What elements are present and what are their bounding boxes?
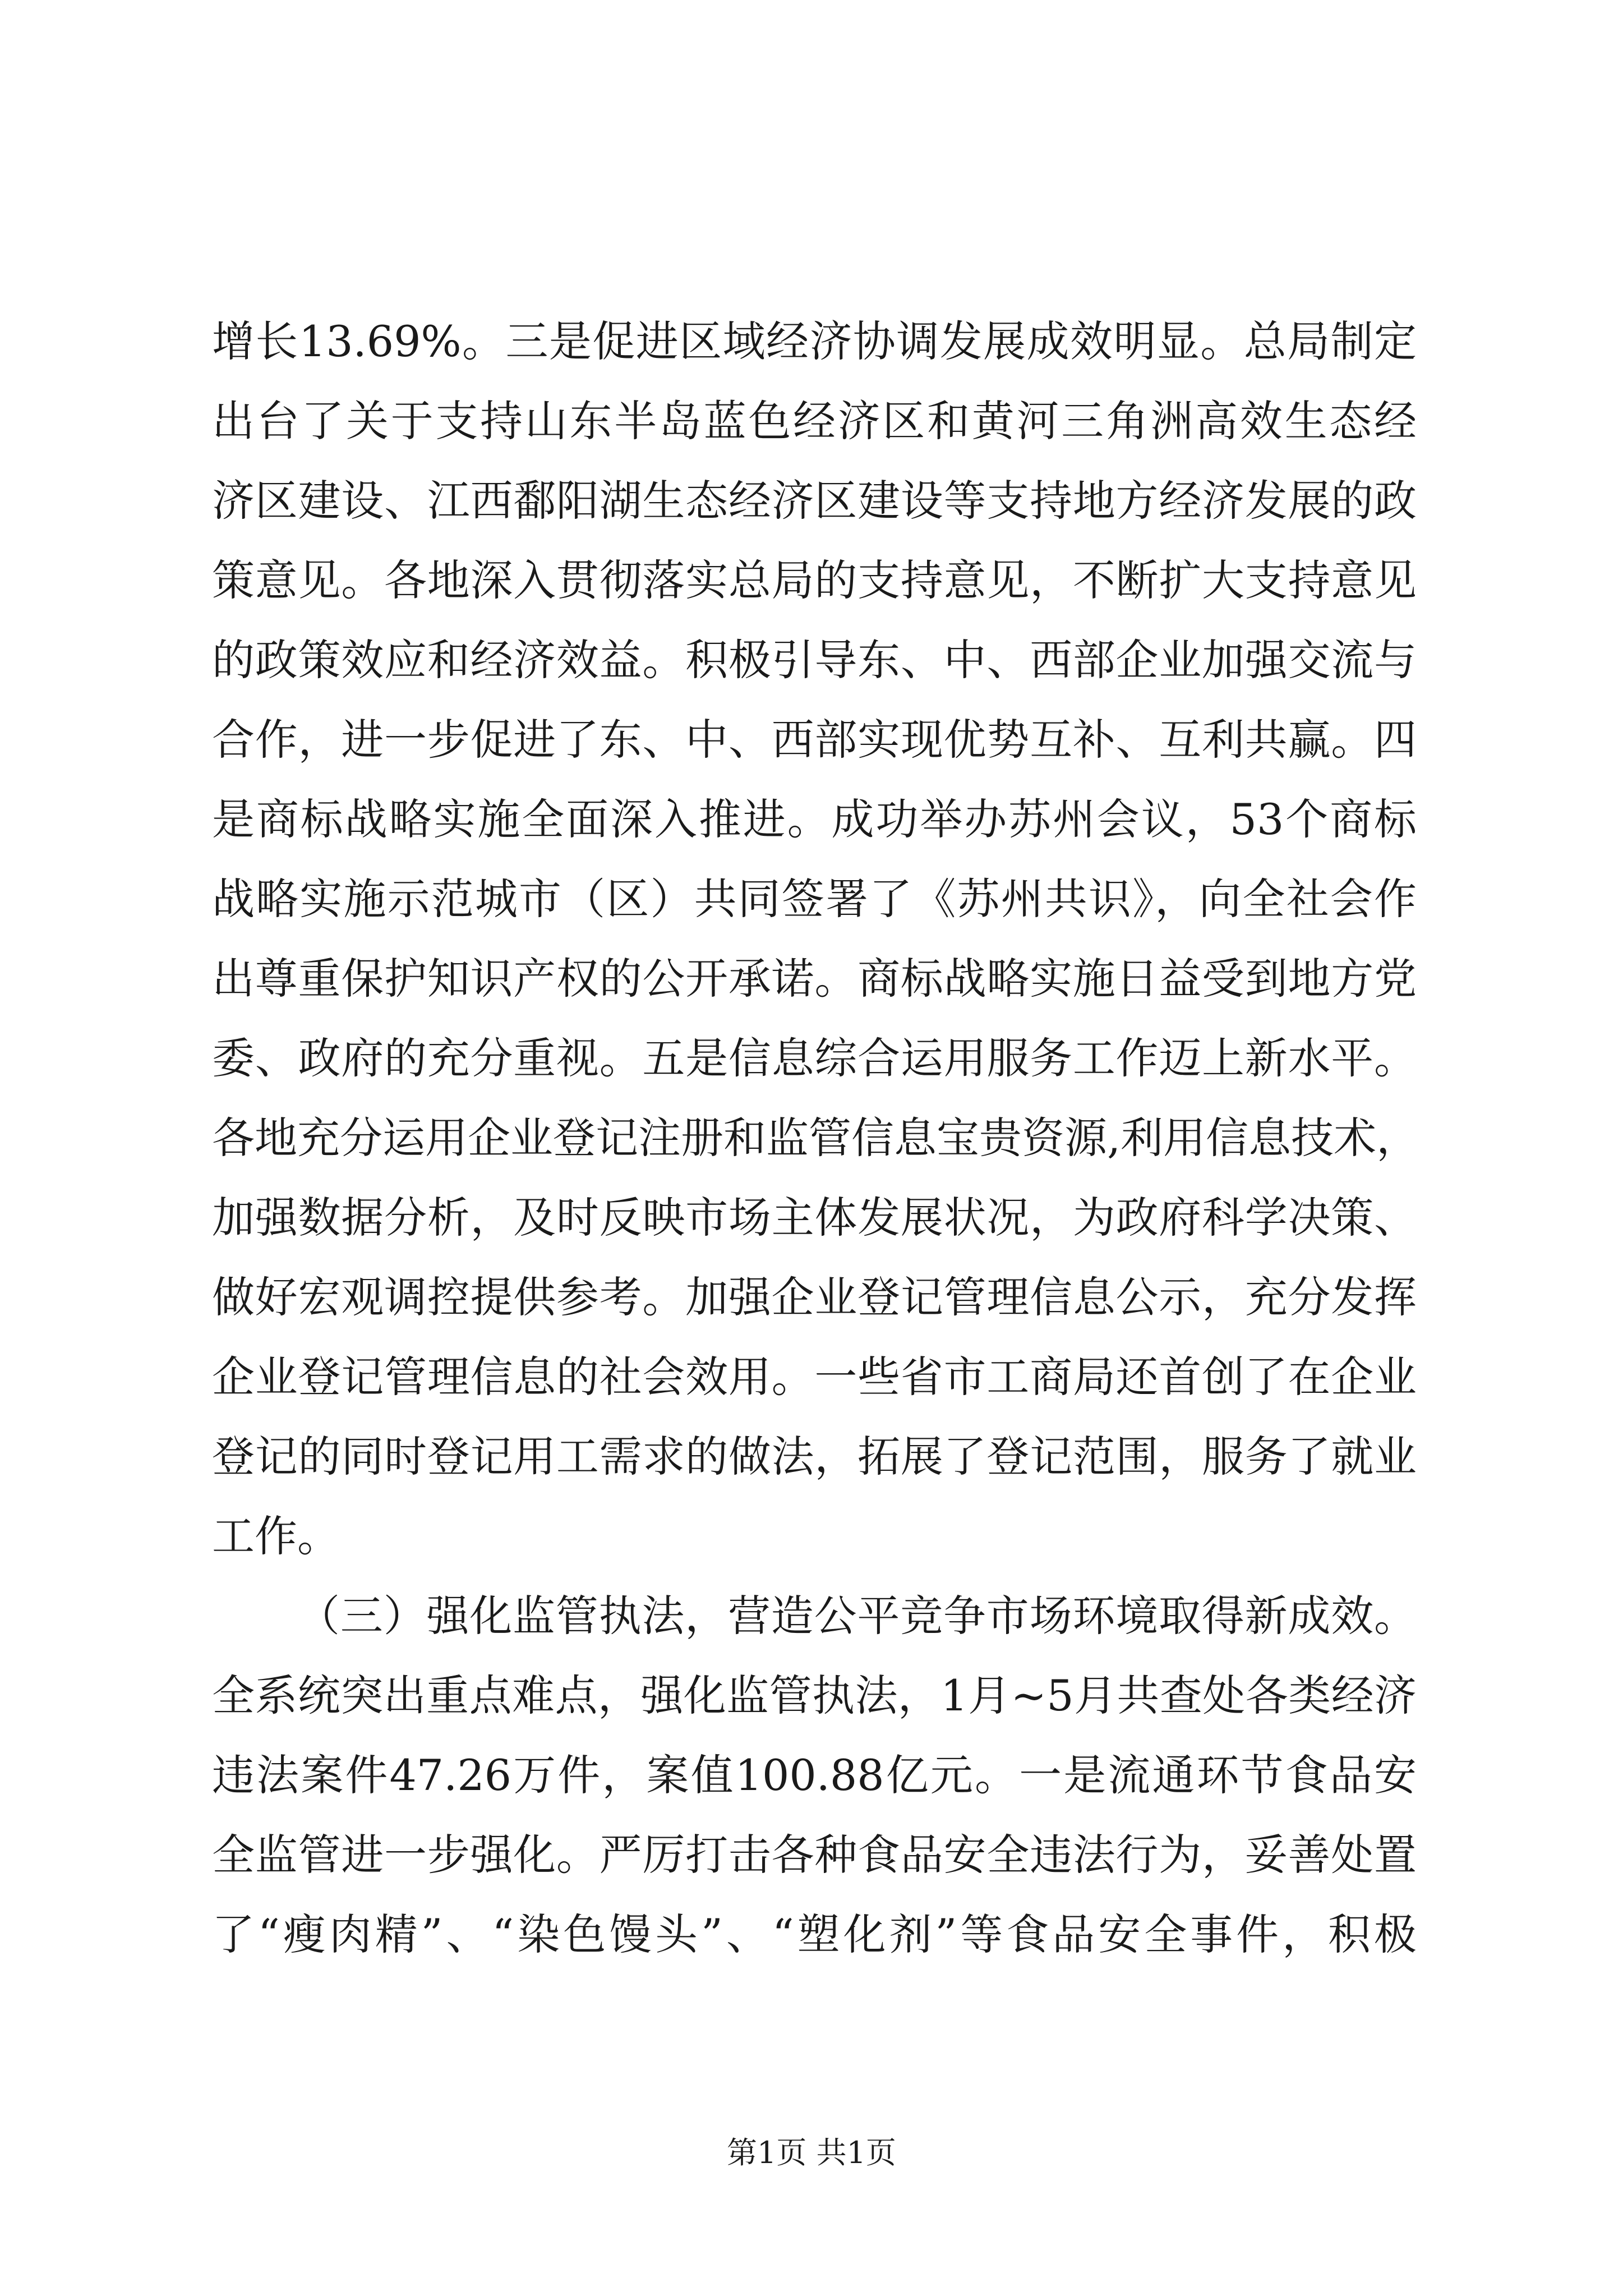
section-heading-line: （三）强化监管执法，营造公平竞争市场环境取得新成效。: [297, 1591, 1417, 1641]
text-line: 增长13.69%。三是促进区域经济协调发展成效明显。总局制定: [212, 316, 1417, 366]
text-line: 合作，进一步促进了东、中、西部实现优势互补、互利共赢。四: [212, 715, 1417, 765]
text-line: 加强数据分析，及时反映市场主体发展状况，为政府科学决策、: [212, 1193, 1417, 1243]
text-line: 全监管进一步强化。严厉打击各种食品安全违法行为，妥善处置: [212, 1830, 1417, 1880]
body-text: [212, 302, 1417, 1975]
text-line: 企业登记管理信息的社会效用。一些省市工商局还首创了在企业: [212, 1352, 1417, 1402]
text-line: 工作。: [212, 1511, 340, 1561]
page-footer: 第1页 共1页: [727, 2135, 896, 2170]
text-line: 是商标战略实施全面深入推进。成功举办苏州会议，53个商标: [212, 794, 1417, 844]
text-line: 全系统突出重点难点，强化监管执法，1月~5月共查处各类经济: [212, 1671, 1417, 1720]
text-line: 战略实施示范城市（区）共同签署了《苏州共识》，向全社会作: [212, 874, 1417, 924]
text-line: 了“瘦肉精”、“染色馒头”、“塑化剂”等食品安全事件，积极: [212, 1910, 1417, 1959]
text-line: 出台了关于支持山东半岛蓝色经济区和黄河三角洲高效生态经: [212, 396, 1417, 446]
text-line: 登记的同时登记用工需求的做法，拓展了登记范围，服务了就业: [212, 1432, 1417, 1481]
text-line: 策意见。各地深入贯彻落实总局的支持意见，不断扩大支持意见: [212, 555, 1417, 605]
text-line: 做好宏观调控提供参考。加强企业登记管理信息公示，充分发挥: [212, 1272, 1417, 1322]
text-line: 济区建设、江西鄱阳湖生态经济区建设等支持地方经济发展的政: [212, 476, 1417, 526]
text-line: 出尊重保护知识产权的公开承诺。商标战略实施日益受到地方党: [212, 954, 1417, 1004]
text-line: 的政策效应和经济效益。积极引导东、中、西部企业加强交流与: [212, 635, 1417, 685]
text-line: 违法案件47.26万件，案值100.88亿元。一是流通环节食品安: [212, 1750, 1417, 1800]
text-line: 各地充分运用企业登记注册和监管信息宝贵资源,利用信息技术，: [212, 1113, 1419, 1163]
text-line: 委、政府的充分重视。五是信息综合运用服务工作迈上新水平。: [212, 1033, 1417, 1083]
